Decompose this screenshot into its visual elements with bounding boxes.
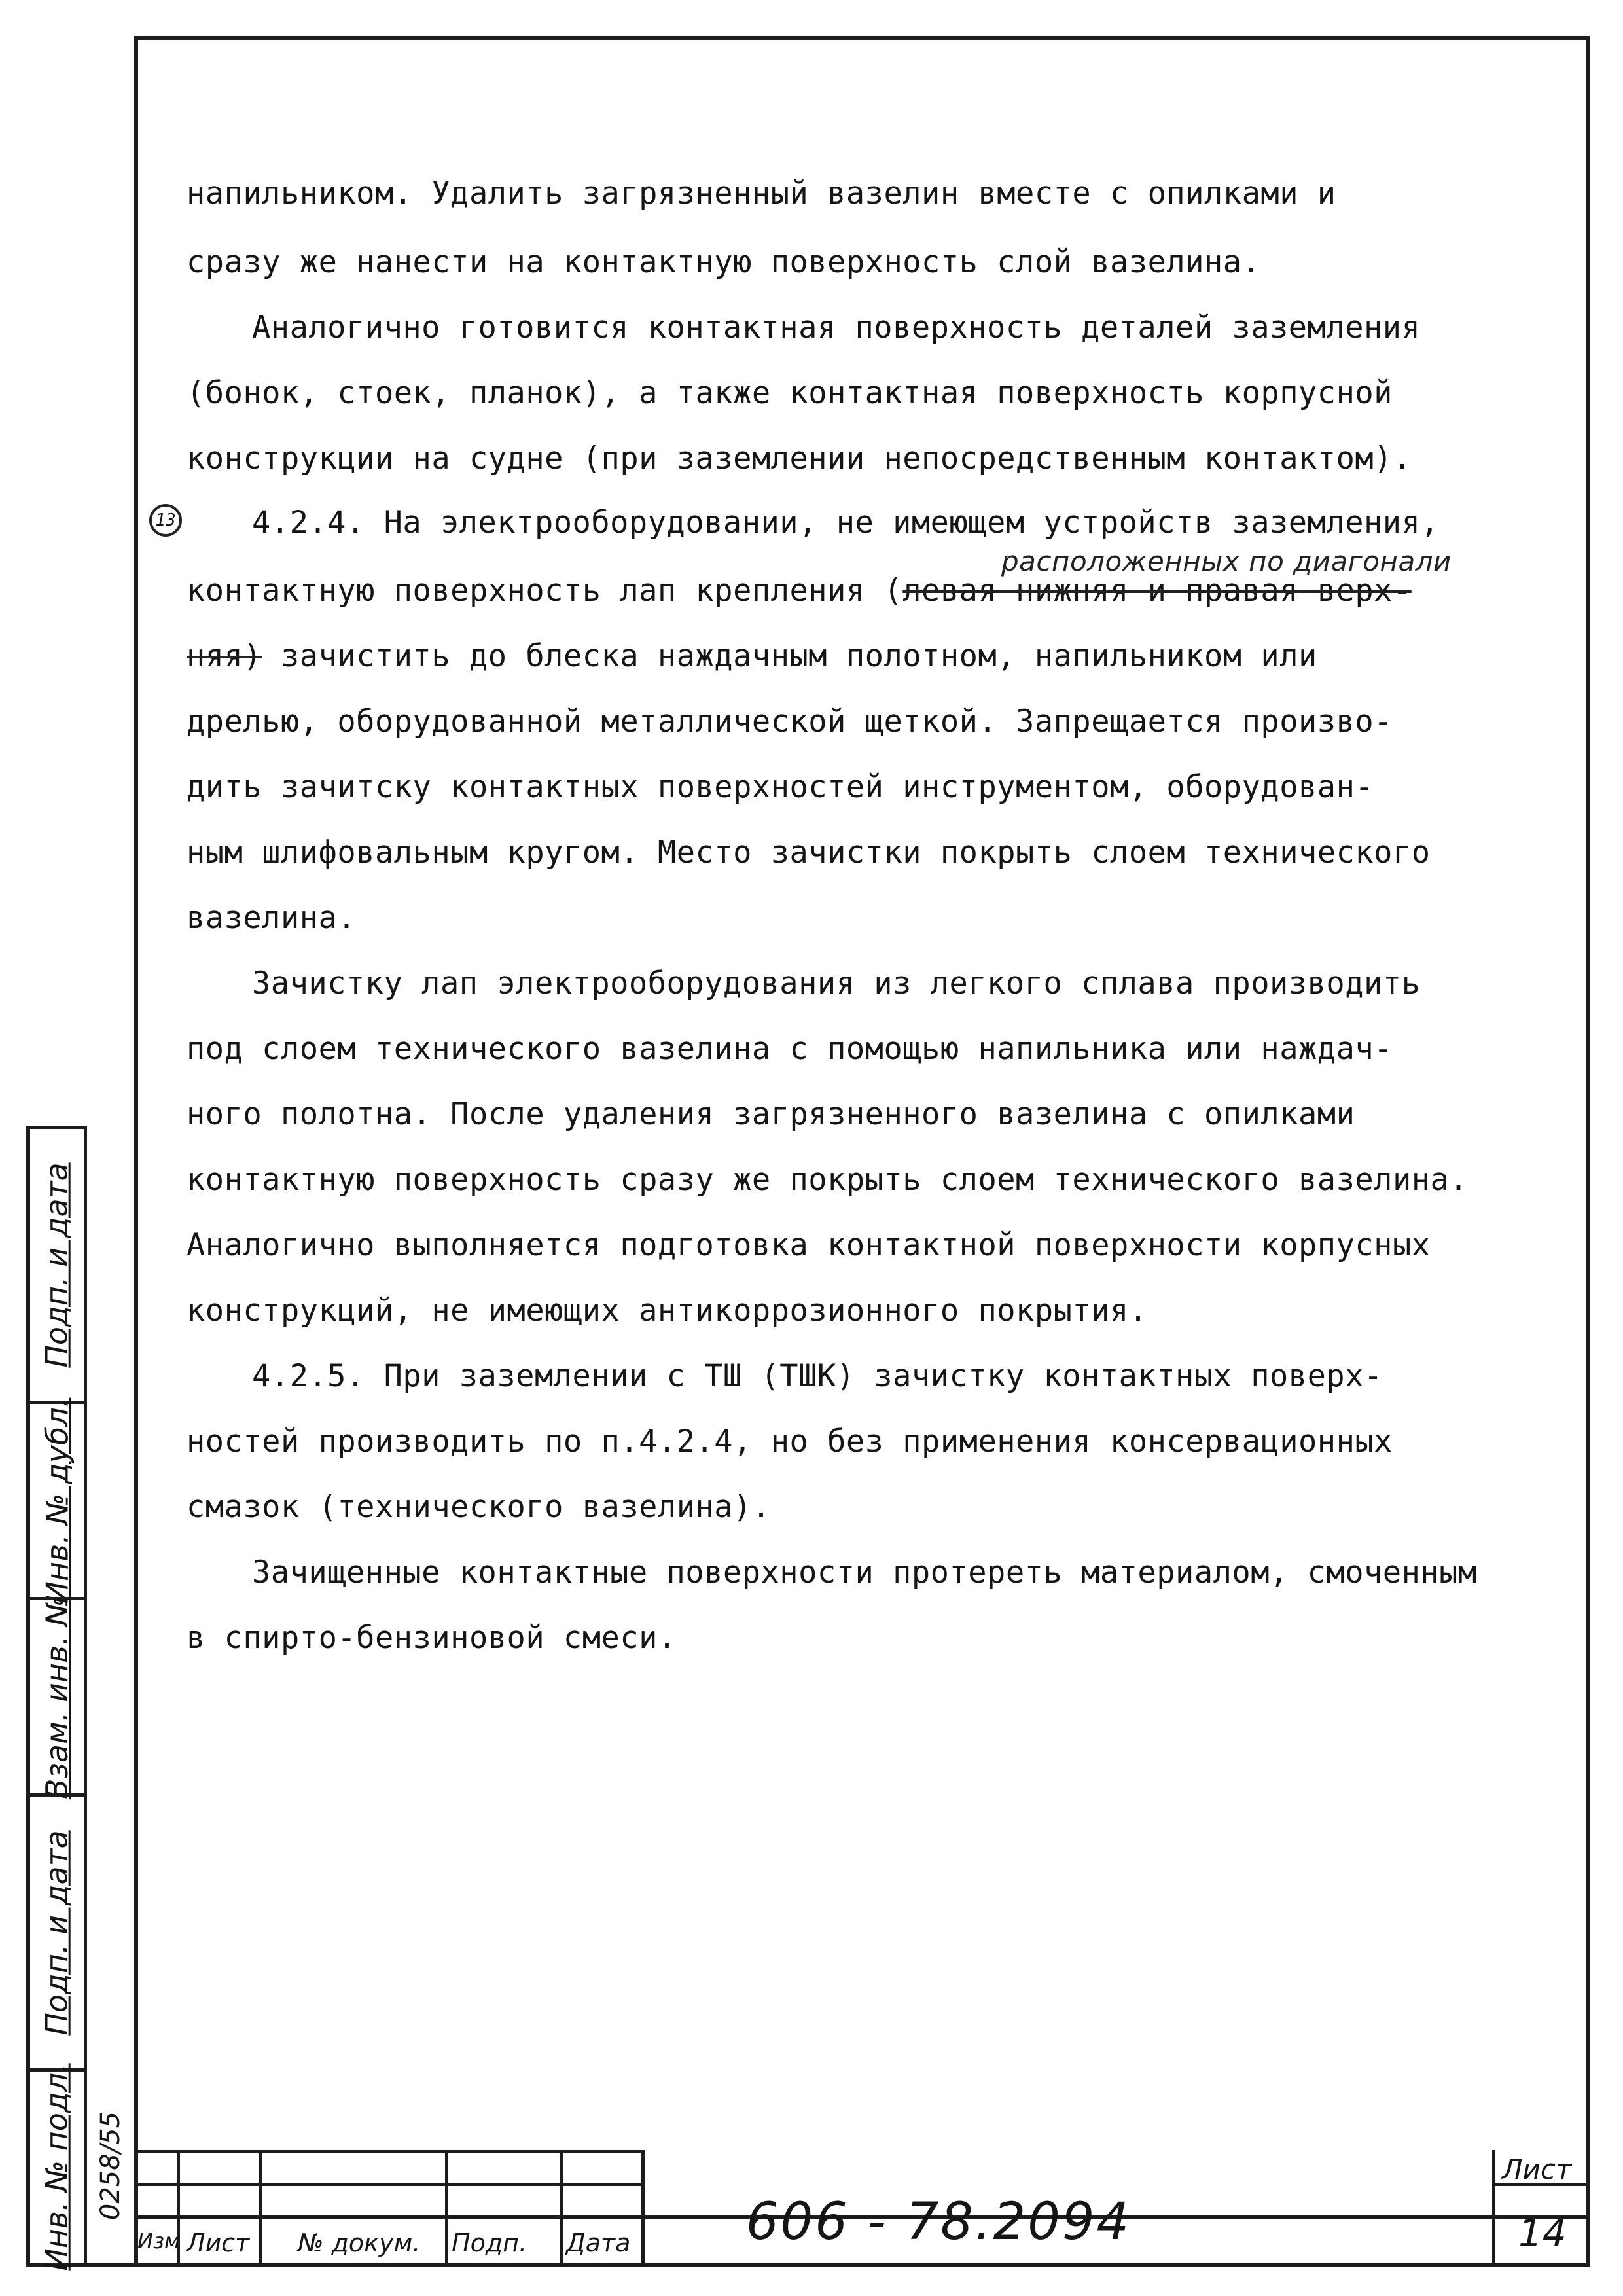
text-line: зачистить до блеска наждачным полотном, напильником или (280, 638, 1317, 674)
tb-col-izm: Изм (137, 2229, 181, 2253)
tb-rule (445, 2150, 448, 2267)
side-cell-vzam-inv (30, 1594, 84, 1799)
handwritten-insert: расположенных по диагонали (1001, 545, 1452, 577)
text-line: (бонок, стоек, планок), а также контактная поверхность корпусной (187, 375, 1393, 411)
tb-col-doc: № докум. (298, 2229, 421, 2257)
text-line: смазок (технического вазелина). (187, 1489, 771, 1525)
struck-text: няя) (187, 638, 262, 674)
side-cell-inv-dubl (30, 1397, 84, 1604)
tb-rule (134, 2183, 645, 2186)
tb-rule (560, 2150, 563, 2267)
text-line: сразу же нанести на контактную поверхность слой вазелина. (187, 244, 1261, 280)
sheet-label: Лист (1502, 2153, 1572, 2185)
text-line: Зачистку лап электрооборудования из легкого сплава производить (252, 965, 1421, 1001)
text-line: Аналогично готовится контактная поверхность деталей заземления (252, 310, 1421, 346)
text-line: дить зачитску контактных поверхностей инструментом, оборудован- (187, 769, 1374, 805)
side-cell-podp-data-bottom (30, 1793, 84, 2068)
text-line: вазелина. (187, 900, 357, 936)
text-line: дрелью, оборудованной металлической щеткой. Запрещается произво- (187, 704, 1393, 740)
text-line: напильником. Удалить загрязненный вазелин вместе с опилками и (187, 175, 1336, 211)
text-line: 4.2.5. При заземлении с ТШ (ТШК) зачистку контактных поверх- (252, 1358, 1383, 1394)
tb-col-podp: Подп. (452, 2229, 527, 2257)
page-frame (134, 36, 1590, 2267)
document-number: 606 - 78.2094 (746, 2193, 1132, 2251)
tb-col-list: Лист (187, 2229, 250, 2257)
tb-rule (134, 2150, 645, 2153)
sheet-number: 14 (1518, 2211, 1567, 2255)
text-line: конструкций, не имеющих антикоррозионного покрытия. (187, 1293, 1148, 1329)
text-line: в спирто-бензиновой смеси. (187, 1620, 677, 1656)
tb-col-data: Дата (566, 2229, 631, 2257)
side-label: Инв. № дубл. (39, 1397, 75, 1604)
inventory-number: 0258/55 (96, 2111, 126, 2220)
tb-rule (259, 2150, 262, 2267)
text-line: Зачищенные контактные поверхности протереть материалом, смоченным (252, 1554, 1477, 1590)
text-line: ным шлифовальным кругом. Место зачистки покрыть слоем технического (187, 834, 1431, 870)
text-line: Аналогично выполняется подготовка контактной поверхности корпусных (187, 1227, 1431, 1263)
text-line: контактную поверхность сразу же покрыть слоем технического вазелина. (187, 1162, 1469, 1198)
text-line-with-strike (187, 573, 1412, 609)
text-line-with-strike (187, 638, 1317, 674)
tb-rule (1492, 2150, 1495, 2267)
revision-mark-circle (149, 504, 182, 537)
side-label: Инв. № подл. (39, 2063, 75, 2271)
side-cell-inv-podl (30, 2063, 84, 2271)
text-line: конструкции на судне (при заземлении непосредственным контактом). (187, 440, 1412, 476)
side-cell-inv-podl-value (87, 2068, 134, 2263)
text-line: 4.2.4. На электрооборудовании, не имеющем устройств заземления, (252, 505, 1440, 541)
side-label: Подп. и дата (39, 1162, 75, 1368)
text-line: под слоем технического вазелина с помощью напильника или наждач- (187, 1031, 1393, 1067)
text-line: ного полотна. После удаления загрязненного вазелина с опилками (187, 1096, 1355, 1132)
tb-rule (641, 2150, 645, 2267)
struck-text: левая нижняя и правая верх- (902, 573, 1412, 609)
revision-mark-number: 13 (155, 511, 176, 530)
text-line: ностей производить по п.4.2.4, но без применения консервационных (187, 1424, 1393, 1460)
side-label: Взам. инв. № (39, 1594, 75, 1799)
side-cell-podp-data-top (30, 1126, 84, 1401)
text-line: контактную поверхность лап крепления ( (187, 573, 903, 609)
side-label: Подп. и дата (39, 1829, 75, 2036)
